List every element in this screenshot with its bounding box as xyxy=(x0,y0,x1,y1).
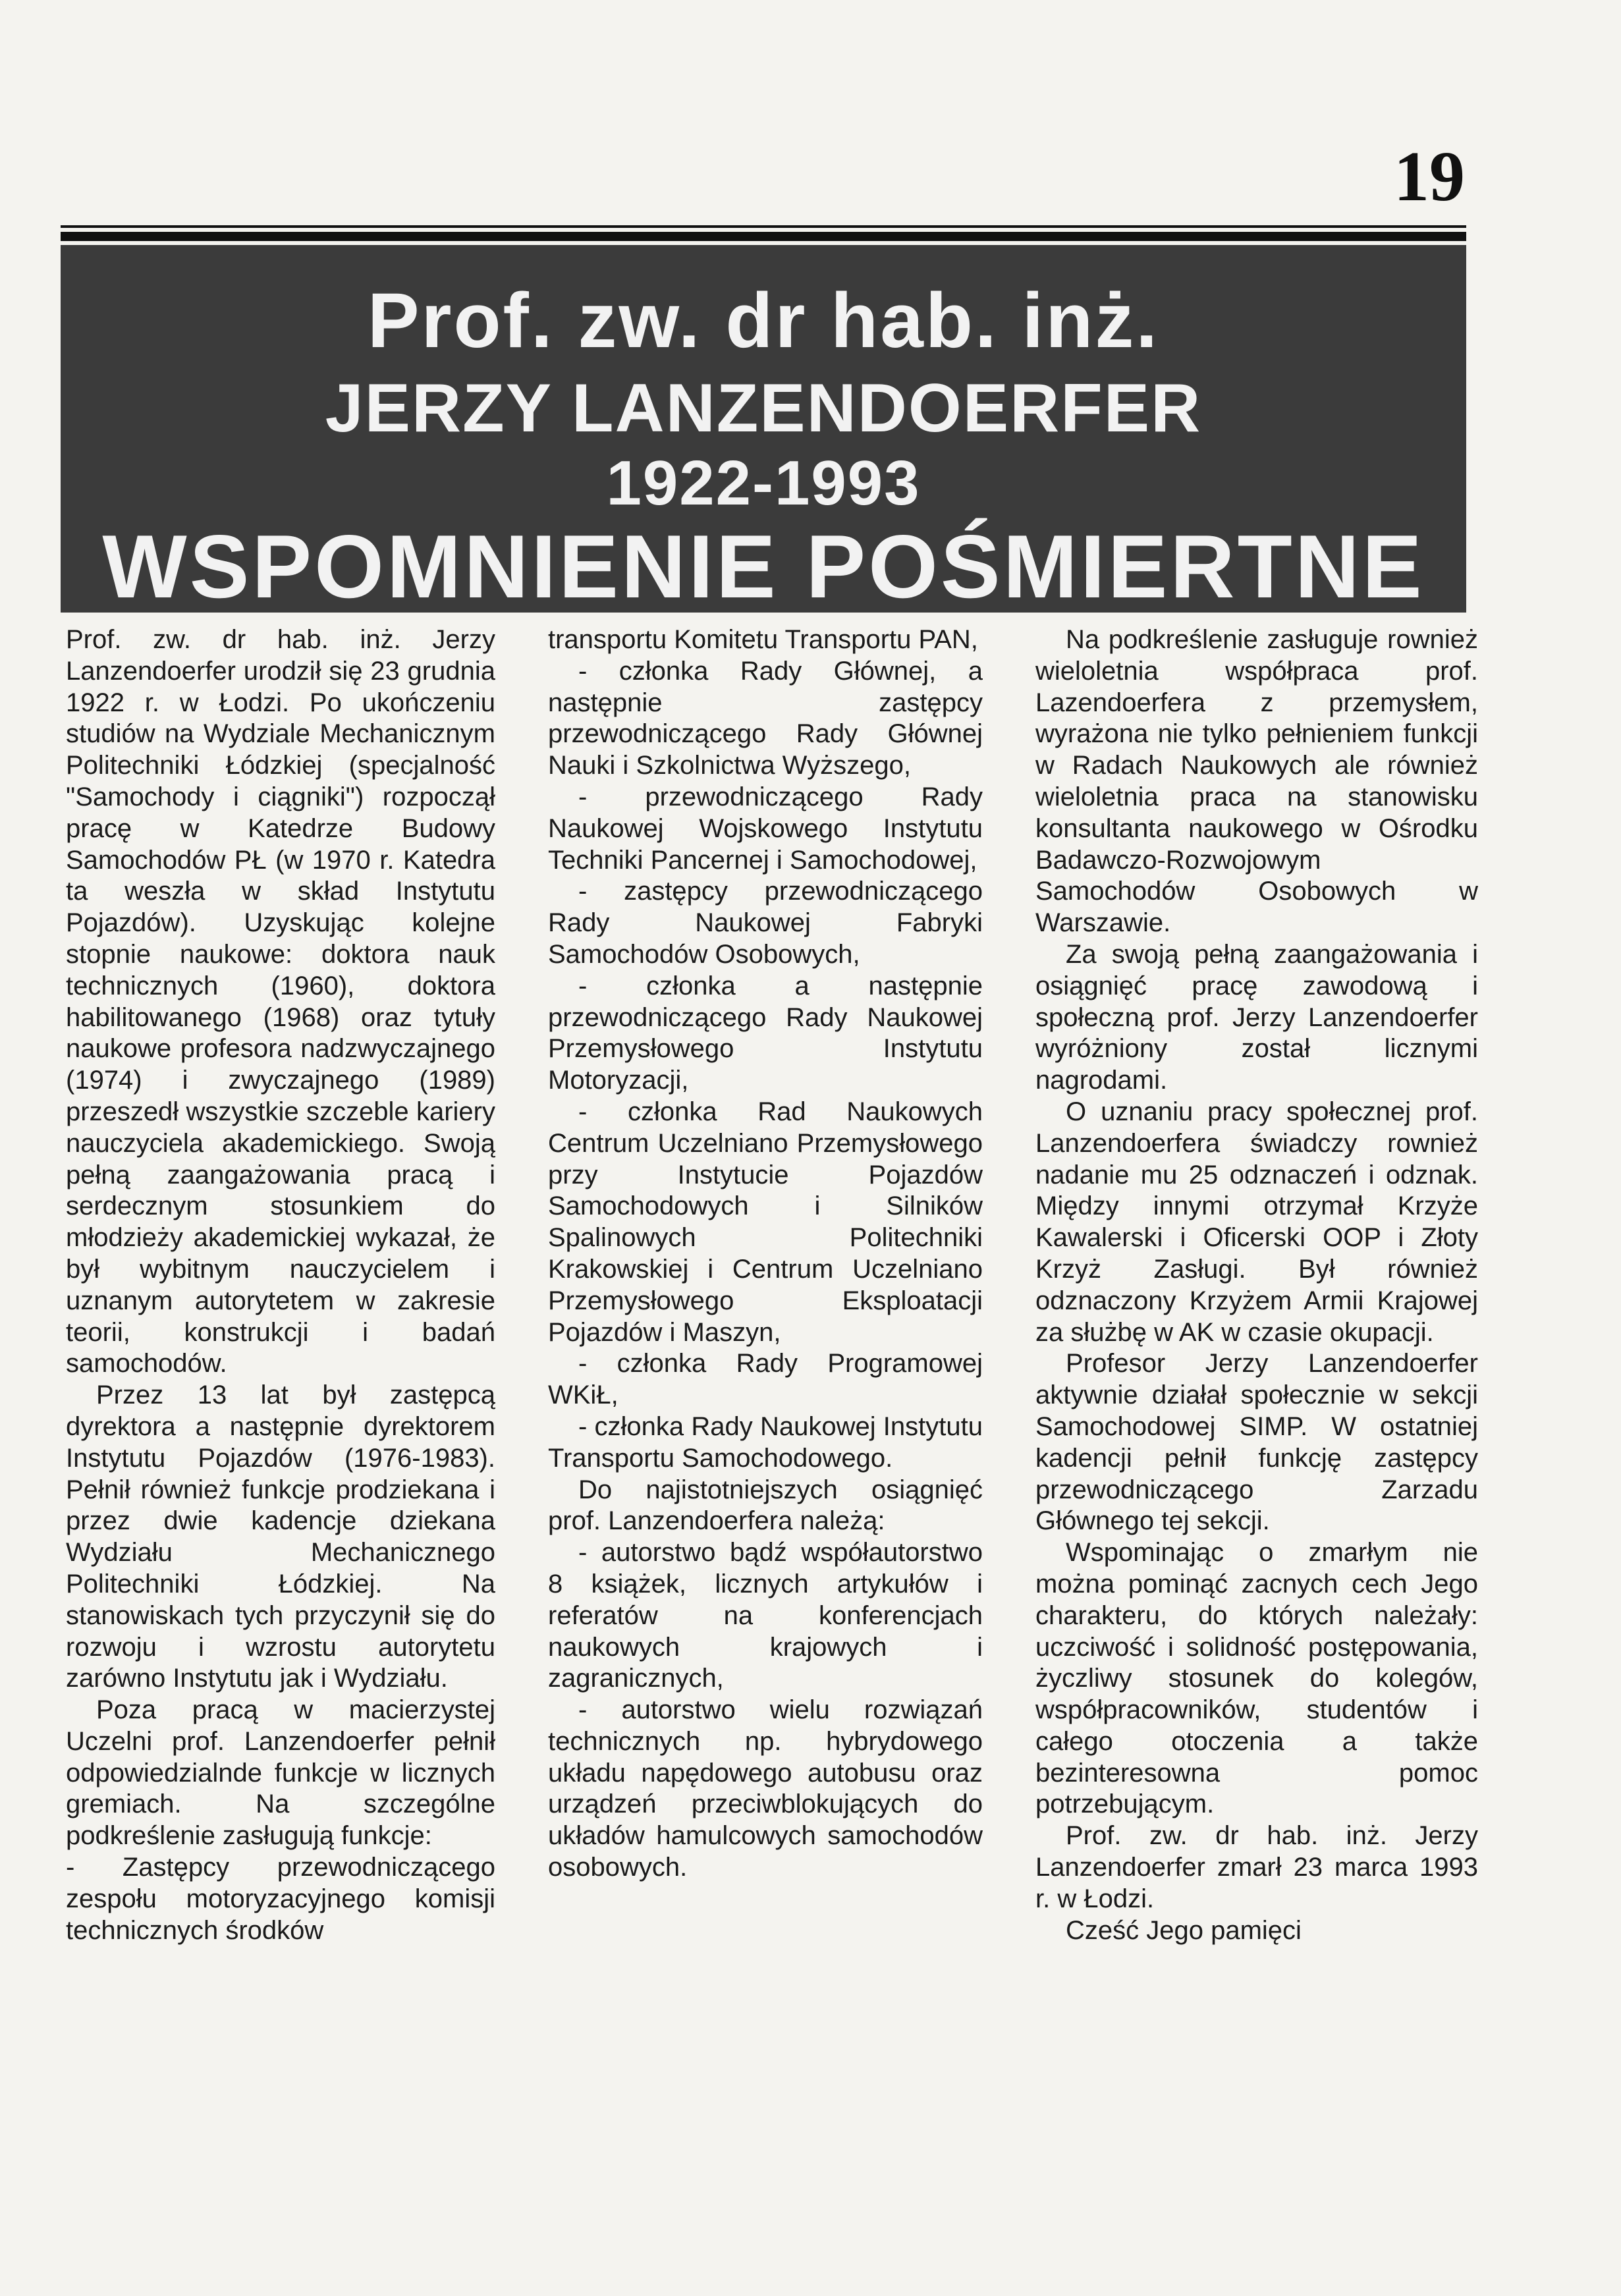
paragraph: Prof. zw. dr hab. inż. Jerzy Lanzendoerfer zmarł 23 marca 1993 r. w Łodzi. xyxy=(1035,1821,1478,1913)
paragraph: O uznaniu pracy społecznej prof. Lanzendoerfera świadczy rownież nadanie mu 25 odznaczeń i odznak. Między innymi otrzymał Krzyże Kawalerski i Oficerski OOP i Złoty Krzyż Zasługi. Był również odznaczony Krzyżem Armii Krajowej za służbę w AK w czasie okupacji. xyxy=(1035,1097,1478,1347)
paragraph: - członka a następnie przewodniczącego Rady Naukowej Przemysłowego Instytutu Motoryzacji, xyxy=(548,971,983,1095)
title-line-years: 1922-1993 xyxy=(606,448,921,518)
paragraph: Wspominając o zmarłym nie można pominąć zacnych cech Jego charakteru, do których należały: uczciwość i solidność postępowania, życzliwy stosunek do kolegów, współpracowników, studentów i całego otoczenia a także bezinteresowna pomoc potrzebującym. xyxy=(1035,1538,1478,1819)
title-line-name: JERZY LANZENDOERFER xyxy=(325,370,1202,447)
paragraph: - autorstwo wielu rozwiązań technicznych np. hybrydowego układu napędowego autobusu oraz urządzeń przeciwblokujących do układów hamulcowych samochodów osobowych. xyxy=(548,1695,983,1882)
article-column-2 xyxy=(548,624,983,1884)
paragraph: - członka Rady Naukowej Instytutu Transportu Samochodowego. xyxy=(548,1411,983,1473)
paragraph: - autorstwo bądź współautorstwo 8 książek, licznych artykułów i referatów na konferencjach naukowych krajowych i zagranicznych, xyxy=(548,1538,983,1693)
paragraph: Na podkreślenie zasługuje rownież wieloletnia współpraca prof. Lazendoerfera z przemysłem, wyrażona nie tylko pełnieniem funkcji w Radach Naukowych ale również wieloletnia praca na stanowisku konsultanta naukowego w Ośrodku Badawczo-Rozwojowym Samochodów Osobowych w Warszawie. xyxy=(1035,625,1478,938)
paragraph: Poza pracą w macierzystej Uczelni prof. Lanzendoerfer pełnił odpowiedzialnde funkcje w licznych gremiach. Na szczególne podkreślenie zasługują funkcje: xyxy=(66,1695,495,1851)
article-column-3 xyxy=(1035,624,1478,1946)
paragraph: - przewodniczącego Rady Naukowej Wojskowego Instytutu Techniki Pancernej i Samochodowej, xyxy=(548,782,983,875)
title-line-heading: WSPOMNIENIE POŚMIERTNE xyxy=(102,516,1425,616)
paragraph: Prof. zw. dr hab. inż. Jerzy Lanzendoerfer urodził się 23 grudnia 1922 r. w Łodzi. Po ukończeniu studiów na Wydziale Mechanicznym Politechniki Łódzkiej (specjalność "Samochody i ciągniki") rozpoczął pracę w Katedrze Budowy Samochodów PŁ (w 1970 r. Katedra ta weszła w skład Instytutu Pojazdów). Uzyskując kolejne stopnie naukowe: doktora nauk technicznych (1960), doktora habilitowanego (1968) oraz tytuły naukowe profesora nadzwyczajnego (1974) i zwyczajnego (1989) przeszedł wszystkie szczeble kariery nauczyciela akademickiego. Swoją pełną zaangażowania pracą i serdecznym stosunkiem do młodzieży akademickiej wykazał, że był wybitnym nauczycielem i uznanym autorytetem w zakresie teorii, konstrukcji i badań samochodów. xyxy=(66,625,495,1379)
paragraph: Przez 13 lat był zastępcą dyrektora a następnie dyrektorem Instytutu Pojazdów (1976-1983). Pełnił również funkcje prodziekana i przez dwie kadencje dziekana Wydziału Mechanicznego Politechniki Łódzkiej. Na stanowiskach tych przyczynił się do rozwoju i wzrostu autorytetu zarówno Instytutu jak i Wydziału. xyxy=(66,1380,495,1693)
paragraph: - członka Rady Głównej, a następnie zastępcy przewodniczącego Rady Głównej Nauki i Szkolnictwa Wyższego, xyxy=(548,656,983,780)
title-banner xyxy=(61,245,1466,616)
paragraph: Do najistotniejszych osiągnięć prof. Lanzendoerfera należą: xyxy=(548,1475,983,1536)
header-rule-thick xyxy=(61,232,1466,241)
paragraph: - Zastępcy przewodniczącego zespołu motoryzacyjnego komisji technicznych środków xyxy=(66,1853,495,1945)
paragraph: Za swoją pełną zaangażowania i osiągnięć pracę zawodową i społeczną prof. Jerzy Lanzendoerfer wyróżniony został licznymi nagrodami. xyxy=(1035,939,1478,1095)
paragraph: transportu Komitetu Transportu PAN, xyxy=(548,625,978,654)
header-rule-thin xyxy=(61,225,1466,228)
paragraph: Cześć Jego pamięci xyxy=(1066,1915,1302,1945)
paragraph: - członka Rady Programowej WKiŁ, xyxy=(548,1349,983,1410)
paragraph: - zastępcy przewodniczącego Rady Naukowej Fabryki Samochodów Osobowych, xyxy=(548,877,983,969)
paragraph: Profesor Jerzy Lanzendoerfer aktywnie działał społecznie w sekcji Samochodowej SIMP. W ostatniej kadencji pełnił funkcję zastępcy przewodniczącego Zarzadu Głównego tej sekcji. xyxy=(1035,1349,1478,1536)
title-line-academic-title: Prof. zw. dr hab. inż. xyxy=(367,277,1160,364)
article-column-1 xyxy=(66,624,495,1946)
page-number: 19 xyxy=(1394,138,1465,216)
paragraph: - członka Rad Naukowych Centrum Uczelniano Przemysłowego przy Instytucie Pojazdów Samochodowych i Silników Spalinowych Politechniki Krakowskiej i Centrum Uczelniano Przemysłowego Eksploatacji Pojazdów i Maszyn, xyxy=(548,1097,983,1347)
